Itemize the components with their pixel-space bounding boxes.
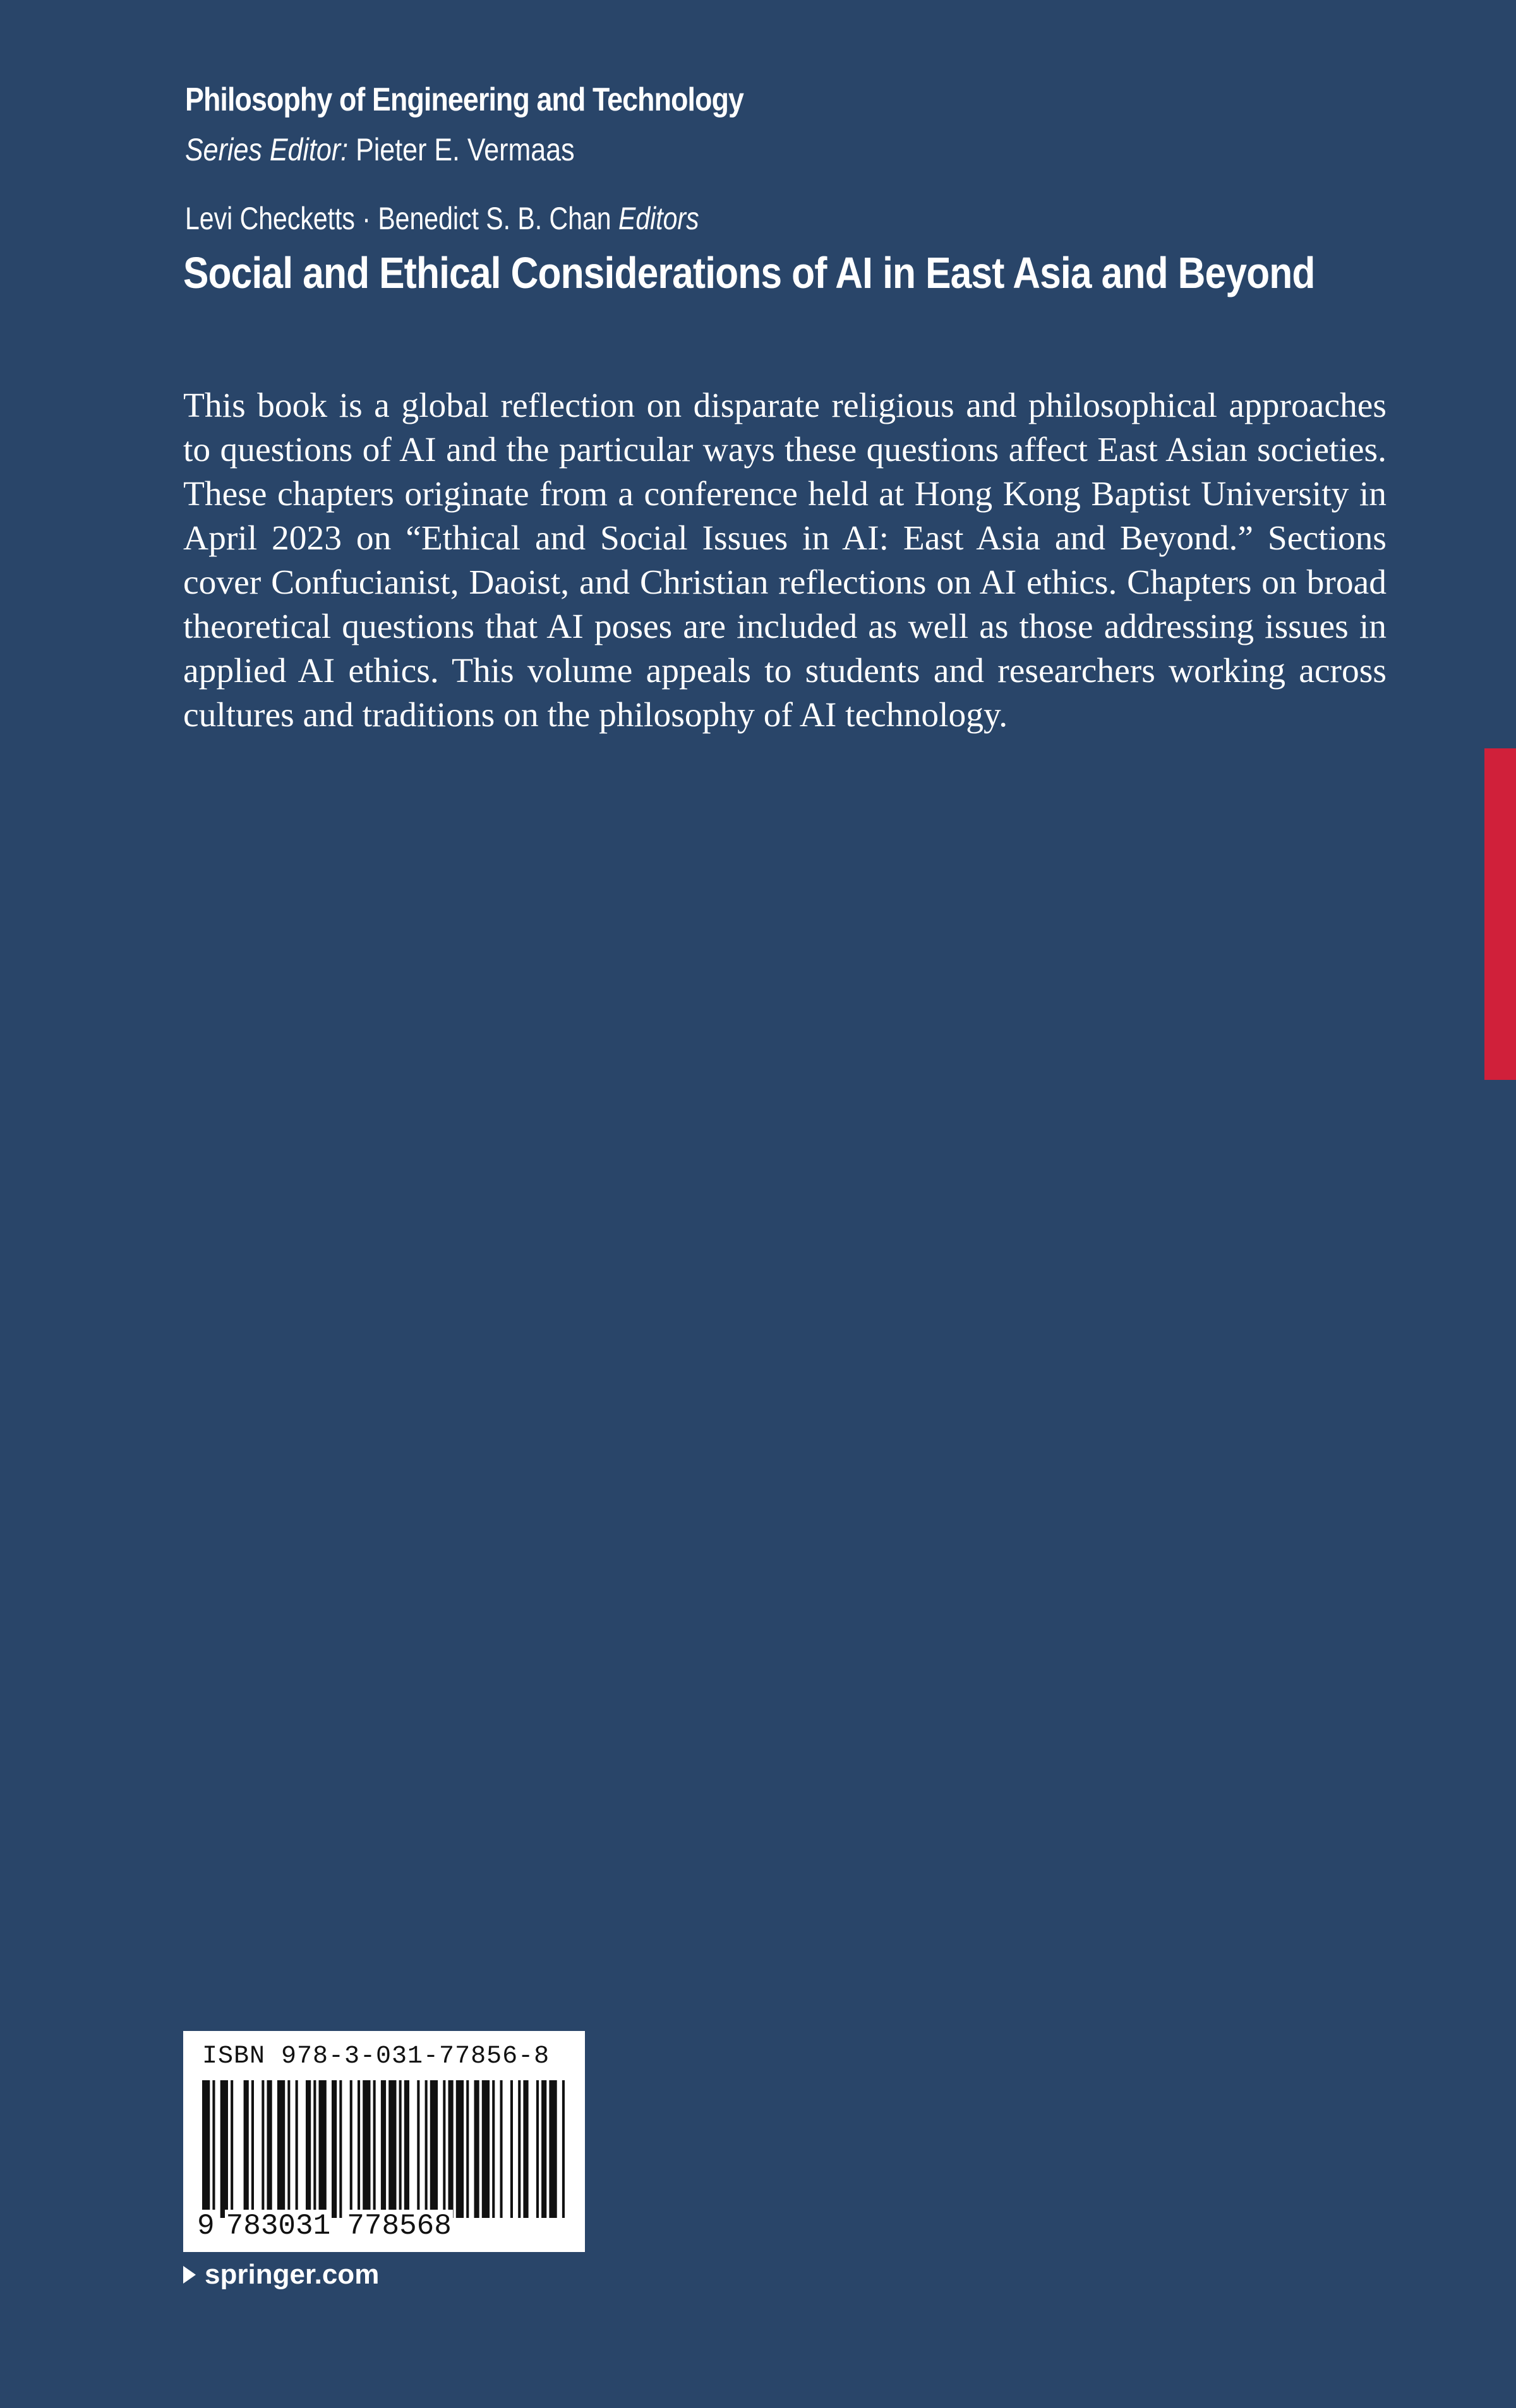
barcode-bar <box>262 2080 264 2218</box>
barcode-lead-digit: 9 <box>197 2210 215 2243</box>
isbn-label: ISBN 978-3-031-77856-8 <box>202 2042 550 2071</box>
series-title: Philosophy of Engineering and Technology <box>185 81 744 118</box>
barcode-bar <box>277 2080 285 2218</box>
barcode-bar <box>562 2080 565 2218</box>
barcode-bar <box>492 2080 495 2218</box>
barcode-bar <box>350 2080 352 2218</box>
barcode-bar <box>404 2080 409 2218</box>
barcode-bar <box>425 2080 428 2218</box>
barcode-bar <box>448 2080 454 2218</box>
barcode-bar <box>313 2080 316 2218</box>
barcode-bar <box>541 2080 546 2218</box>
barcode-bar <box>482 2080 490 2218</box>
barcode-bar <box>417 2080 419 2218</box>
publisher-url: springer.com <box>205 2259 380 2290</box>
barcode-bar <box>381 2080 386 2218</box>
publisher-link[interactable] <box>183 2259 379 2291</box>
barcode-bar <box>358 2080 360 2218</box>
triangle-right-icon <box>183 2266 196 2284</box>
barcode-bar <box>523 2080 528 2218</box>
barcode-bar <box>296 2080 298 2218</box>
book-title: Social and Ethical Considerations of AI in East Asia and Beyond <box>183 248 1315 297</box>
barcode-bar <box>231 2080 233 2218</box>
barcode-bar <box>244 2080 249 2218</box>
barcode-bar <box>443 2080 445 2218</box>
barcode-bar <box>500 2080 503 2218</box>
book-description: This book is a global reflection on disparate religious and philosophical approaches to questions of AI and the particular ways these questions affect East Asian societies. These chapters originate from a conference held at Hong Kong Baptist University in April 2023 on “Ethical and Social Issues in AI: East Asia and Beyond.” Sections cover Confucianist, Daoist, and Christian reflections on AI ethics. Chapters on broad theoretical questions that AI poses are included as well as those addressing issues in applied AI ethics. This volume appeals to students and researchers working across cultures and traditions on the philosophy of AI technology. <box>183 386 1387 734</box>
barcode-bar <box>220 2080 228 2218</box>
barcode-bar <box>363 2080 370 2218</box>
editors-line <box>185 200 699 237</box>
barcode-bar <box>319 2080 327 2218</box>
barcode-bar <box>287 2080 290 2218</box>
barcode-bar <box>212 2080 215 2218</box>
isbn-barcode <box>183 2031 585 2252</box>
red-edge-tab <box>1484 748 1516 1080</box>
barcode-group-1: 783031 <box>226 2210 331 2243</box>
barcode-bar <box>202 2080 210 2218</box>
barcode-bar <box>339 2080 342 2218</box>
barcode-bar <box>251 2080 254 2218</box>
barcode-bar <box>456 2080 464 2218</box>
barcode-bar <box>549 2080 556 2218</box>
barcode-bar <box>430 2080 438 2218</box>
barcode-group-2: 778568 <box>347 2210 452 2243</box>
barcode-bar <box>267 2080 272 2218</box>
barcode-bar <box>518 2080 520 2218</box>
barcode-bar <box>466 2080 469 2218</box>
barcode-bar <box>306 2080 311 2218</box>
barcode-bar <box>474 2080 479 2218</box>
barcode-bar <box>388 2080 396 2218</box>
barcode-bar <box>536 2080 539 2218</box>
barcode-bar <box>332 2080 337 2218</box>
barcode-bar <box>399 2080 402 2218</box>
barcode-digits <box>196 2210 453 2243</box>
editor-names: Levi Checketts · Benedict S. B. Chan <box>185 201 611 236</box>
editors-role: Editors <box>618 201 699 236</box>
series-editor-line <box>185 131 575 168</box>
barcode-bar <box>373 2080 376 2218</box>
series-editor-name: Pieter E. Vermaas <box>356 132 575 167</box>
series-editor-role: Series Editor: <box>185 132 349 167</box>
barcode-bar <box>510 2080 513 2218</box>
